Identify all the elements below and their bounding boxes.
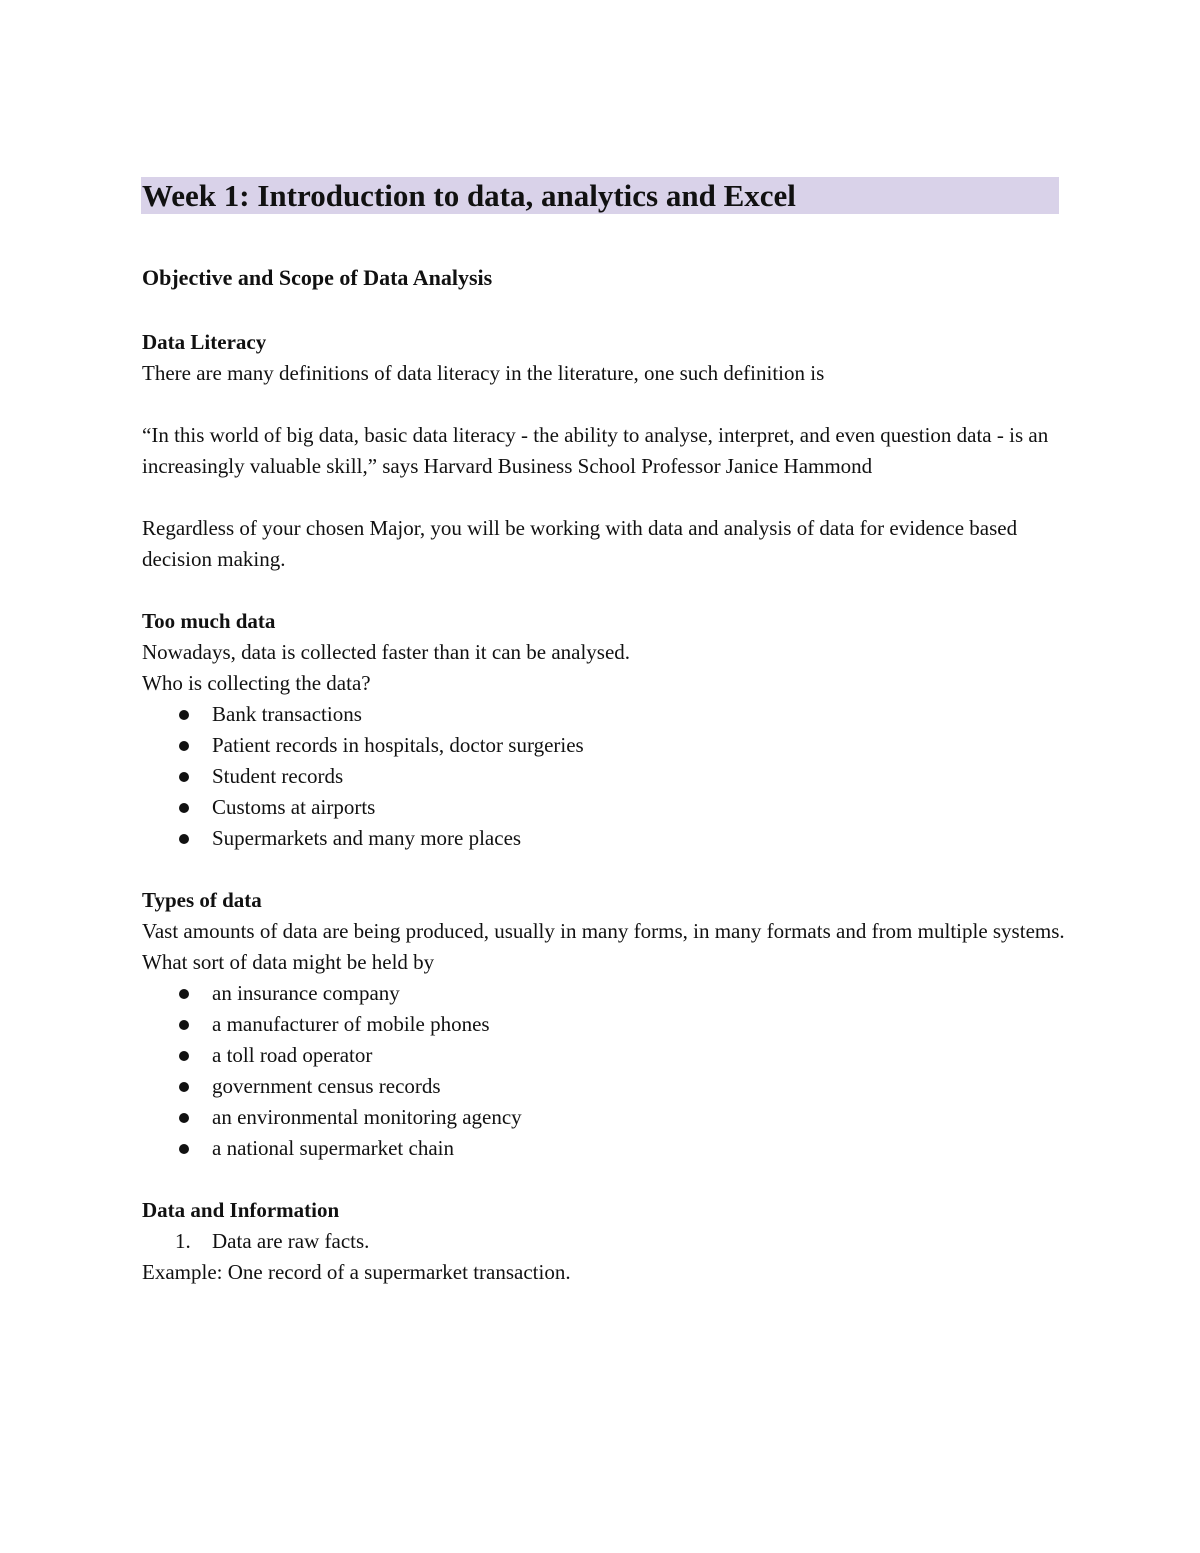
paragraph-literacy-regardless: Regardless of your chosen Major, you will be working with data and analysis of data for evidence based decision making.: [142, 516, 1018, 571]
list-data-information: [142, 1226, 1072, 1257]
bullet-icon: [179, 1051, 189, 1061]
list-item-text: Bank transactions: [212, 702, 362, 726]
paragraph-types-line2: What sort of data might be held by: [142, 950, 435, 974]
list-item: [142, 978, 1072, 1009]
list-item-text: a manufacturer of mobile phones: [212, 1012, 490, 1036]
document-body: [142, 327, 1072, 1288]
list-item-text: a national supermarket chain: [212, 1136, 454, 1160]
list-item-text: Supermarkets and many more places: [212, 826, 522, 850]
paragraph-example: Example: One record of a supermarket transaction.: [142, 1260, 571, 1284]
list-item: [142, 699, 1072, 730]
bullet-icon: [179, 989, 189, 999]
list-item: [142, 823, 1072, 854]
heading-types-of-data: Types of data: [142, 888, 262, 912]
list-item-text: an insurance company: [212, 981, 400, 1005]
list-item: [142, 1226, 1072, 1257]
paragraph-types-line1: Vast amounts of data are being produced, usually in many forms, in many formats and from multiple systems.: [142, 919, 1065, 943]
list-item: [142, 1133, 1072, 1164]
list-data-collectors: [142, 699, 1072, 854]
list-item-text: government census records: [212, 1074, 441, 1098]
list-item-number: 1.: [175, 1229, 191, 1253]
bullet-icon: [179, 1144, 189, 1154]
list-item: [142, 1009, 1072, 1040]
list-item-text: a toll road operator: [212, 1043, 373, 1067]
list-item-text: Data are raw facts.: [212, 1229, 370, 1253]
heading-too-much-data: Too much data: [142, 609, 276, 633]
spacer: [142, 854, 1072, 885]
bullet-icon: [179, 741, 189, 751]
bullet-icon: [179, 1020, 189, 1030]
list-item: [142, 1040, 1072, 1071]
bullet-icon: [179, 1113, 189, 1123]
paragraph-too-much-line1: Nowadays, data is collected faster than it can be analysed.: [142, 640, 631, 664]
bullet-icon: [179, 710, 189, 720]
list-item: [142, 730, 1072, 761]
list-data-holders: [142, 978, 1072, 1164]
heading-data-and-information: Data and Information: [142, 1198, 340, 1222]
document-title: Week 1: Introduction to data, analytics and Excel: [142, 178, 796, 213]
list-item-text: an environmental monitoring agency: [212, 1105, 522, 1129]
paragraph-literacy-quote: “In this world of big data, basic data literacy - the ability to analyse, interpret, and even question data - is an increasingly valuable skill,” says Harvard Business School Professor Janice Hammond: [142, 423, 1049, 478]
heading-data-literacy: Data Literacy: [142, 330, 267, 354]
list-item-text: Customs at airports: [212, 795, 376, 819]
list-item: [142, 1071, 1072, 1102]
spacer: [142, 389, 1072, 420]
list-item: [142, 792, 1072, 823]
bullet-icon: [179, 1082, 189, 1092]
list-item-text: Patient records in hospitals, doctor surgeries: [212, 733, 584, 757]
list-item: [142, 1102, 1072, 1133]
paragraph-too-much-line2: Who is collecting the data?: [142, 671, 371, 695]
bullet-icon: [179, 772, 189, 782]
list-item-text: Student records: [212, 764, 344, 788]
spacer: [142, 482, 1072, 513]
section-subtitle: Objective and Scope of Data Analysis: [142, 265, 493, 290]
spacer: [142, 1164, 1072, 1195]
bullet-icon: [179, 834, 189, 844]
list-item: [142, 761, 1072, 792]
paragraph-literacy-intro: There are many definitions of data literacy in the literature, one such definition is: [142, 361, 825, 385]
spacer: [142, 575, 1072, 606]
bullet-icon: [179, 803, 189, 813]
